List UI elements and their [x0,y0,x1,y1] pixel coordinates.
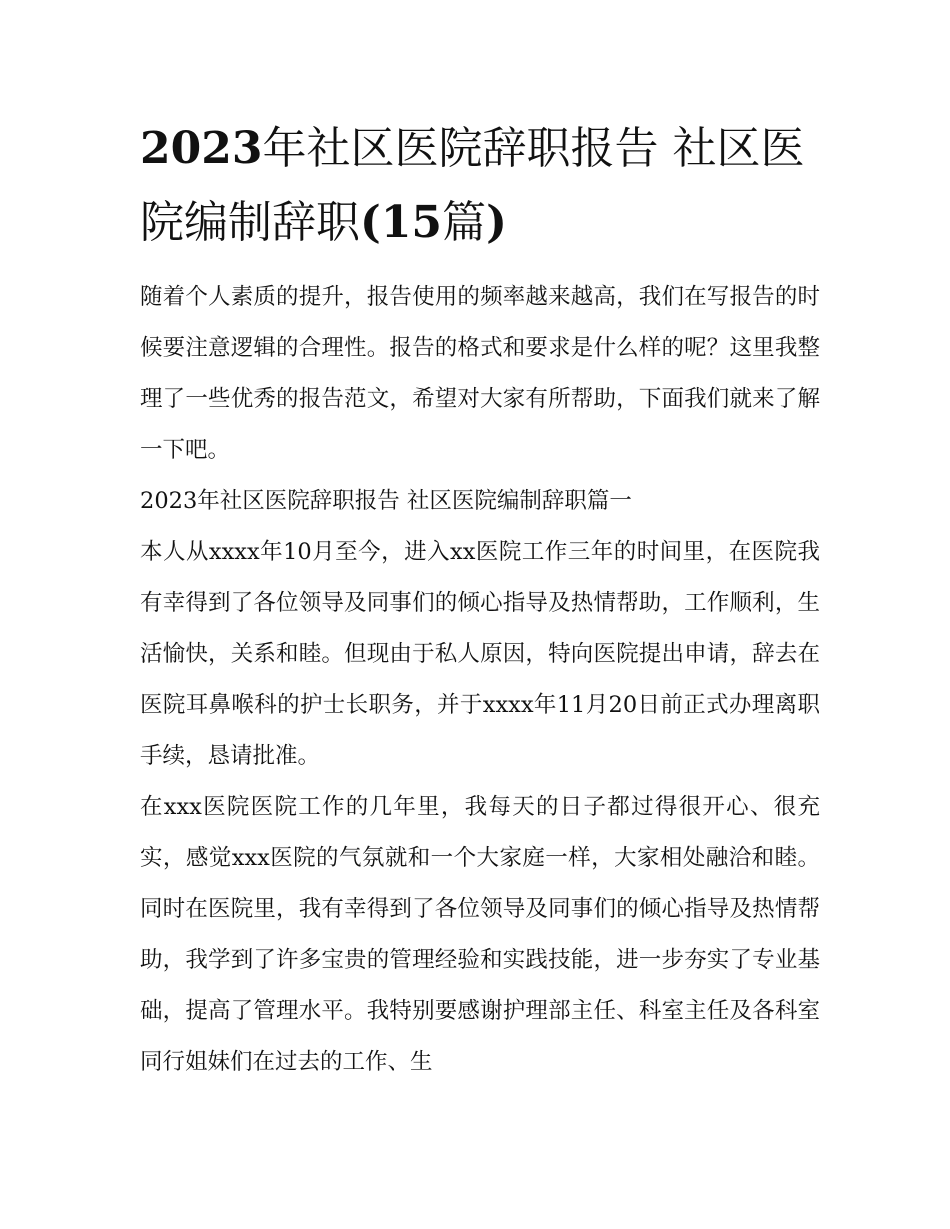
document-title: 2023年社区医院辞职报告 社区医院编制辞职(15篇) [140,123,805,248]
title-spacer [140,260,820,272]
body-paragraph-1: 本人从xxxx年10月至今，进入xx医院工作三年的时间里，在医院我有幸得到了各位领导及同事们的倾心指导及热情帮助，工作顺利，生活愉快，关系和睦。但现由于私人原因，特向医院提出申请，辞去在医院耳鼻喉科的护士长职务，并于xxxx年11月20日前正式办理离职手续，恳请批准。 [140,539,820,769]
title-latin-run: (15 [360,197,443,248]
title-latin-run: ) [486,197,507,248]
intro-paragraph: 随着个人素质的提升，报告使用的频率越来越高，我们在写报告的时候要注意逻辑的合理性。报告的格式和要求是什么样的呢？这里我整理了一些优秀的报告范文，希望对大家有所帮助，下面我们就来了解一下吧。 [140,284,820,463]
section-heading: 2023年社区医院辞职报告 社区医院编制辞职篇一 [140,488,632,514]
document-content [140,112,820,1088]
title-latin-run: 2023 [140,123,263,174]
body-paragraph-2: 在xxx医院医院工作的几年里，我每天的日子都过得很开心、很充实，感觉xxx医院的气氛就和一个大家庭一样，大家相处融洽和睦。同时在医院里，我有幸得到了各位领导及同事们的倾心指导及热情帮助，我学到了许多宝贵的管理经验和实践技能，进一步夯实了专业基础，提高了管理水平。我特别要感谢护理部主任、科室主任及各科室同行姐妹们在过去的工作、生 [140,794,820,1075]
